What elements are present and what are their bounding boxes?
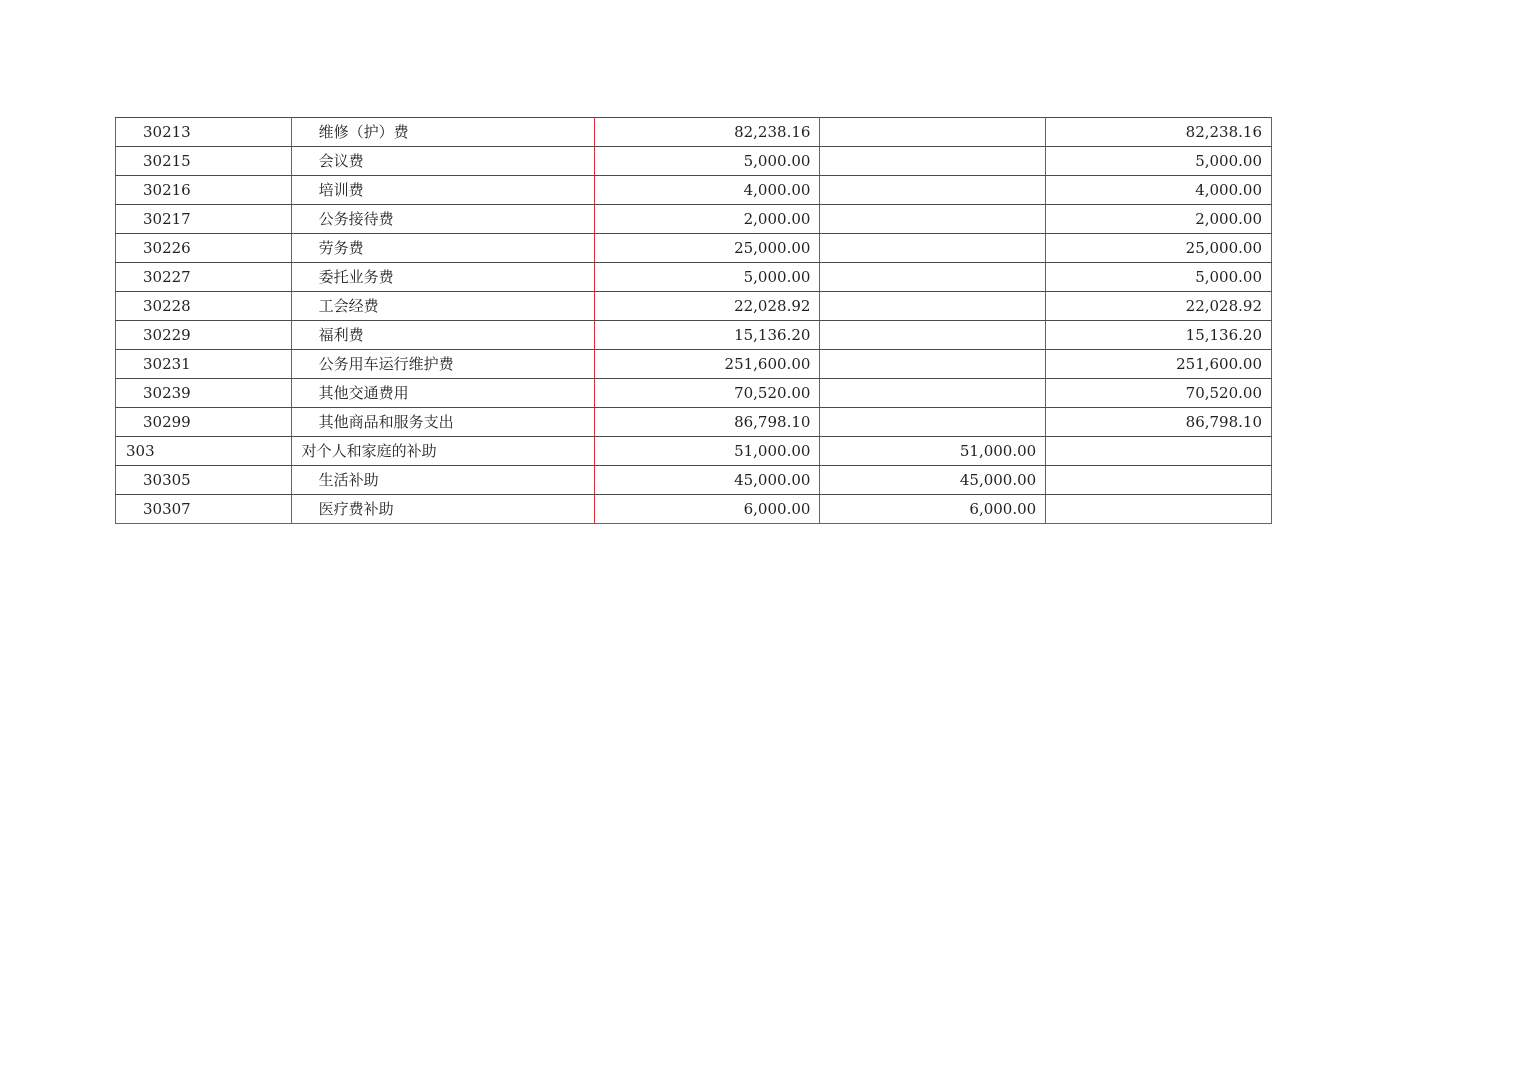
cell-name: 公务用车运行维护费: [291, 350, 594, 379]
cell-total: 82,238.16: [594, 118, 820, 147]
cell-basic: [820, 263, 1046, 292]
cell-name: 医疗费补助: [291, 495, 594, 524]
cell-basic: 51,000.00: [820, 437, 1046, 466]
cell-code: 30239: [116, 379, 292, 408]
cell-code: 30227: [116, 263, 292, 292]
cell-project: 70,520.00: [1046, 379, 1272, 408]
cell-total: 15,136.20: [594, 321, 820, 350]
table-row: [116, 118, 1272, 147]
cell-code: 30215: [116, 147, 292, 176]
cell-name: 培训费: [291, 176, 594, 205]
cell-project: 4,000.00: [1046, 176, 1272, 205]
cell-name: 生活补助: [291, 466, 594, 495]
cell-project: 5,000.00: [1046, 147, 1272, 176]
cell-code: 30213: [116, 118, 292, 147]
cell-code: 30299: [116, 408, 292, 437]
cell-basic: [820, 176, 1046, 205]
cell-code: 30307: [116, 495, 292, 524]
cell-total: 25,000.00: [594, 234, 820, 263]
table-row: [116, 437, 1272, 466]
cell-basic: [820, 408, 1046, 437]
cell-name: 公务接待费: [291, 205, 594, 234]
table-row: [116, 350, 1272, 379]
cell-basic: [820, 292, 1046, 321]
cell-basic: [820, 379, 1046, 408]
cell-name: 委托业务费: [291, 263, 594, 292]
cell-project: 251,600.00: [1046, 350, 1272, 379]
cell-total: 70,520.00: [594, 379, 820, 408]
budget-table: [115, 117, 1272, 524]
table-row: [116, 408, 1272, 437]
cell-total: 5,000.00: [594, 263, 820, 292]
table-row: [116, 147, 1272, 176]
cell-total: 4,000.00: [594, 176, 820, 205]
cell-total: 51,000.00: [594, 437, 820, 466]
table-row: [116, 263, 1272, 292]
cell-name: 福利费: [291, 321, 594, 350]
cell-basic: [820, 118, 1046, 147]
cell-basic: 6,000.00: [820, 495, 1046, 524]
cell-code: 30216: [116, 176, 292, 205]
cell-total: 251,600.00: [594, 350, 820, 379]
cell-basic: [820, 205, 1046, 234]
cell-basic: [820, 321, 1046, 350]
cell-code: 30217: [116, 205, 292, 234]
cell-name: 其他商品和服务支出: [291, 408, 594, 437]
table-row: [116, 205, 1272, 234]
cell-code: 30228: [116, 292, 292, 321]
cell-basic: [820, 350, 1046, 379]
cell-total: 22,028.92: [594, 292, 820, 321]
cell-name: 劳务费: [291, 234, 594, 263]
table-row: [116, 495, 1272, 524]
cell-code: 303: [116, 437, 292, 466]
table-row: [116, 234, 1272, 263]
cell-code: 30226: [116, 234, 292, 263]
cell-project: 25,000.00: [1046, 234, 1272, 263]
cell-project: 86,798.10: [1046, 408, 1272, 437]
cell-project: [1046, 437, 1272, 466]
cell-project: 2,000.00: [1046, 205, 1272, 234]
cell-name: 其他交通费用: [291, 379, 594, 408]
cell-name: 维修（护）费: [291, 118, 594, 147]
cell-project: [1046, 495, 1272, 524]
cell-project: 15,136.20: [1046, 321, 1272, 350]
cell-total: 86,798.10: [594, 408, 820, 437]
table-row: [116, 379, 1272, 408]
cell-total: 45,000.00: [594, 466, 820, 495]
cell-project: 22,028.92: [1046, 292, 1272, 321]
cell-total: 6,000.00: [594, 495, 820, 524]
cell-project: 5,000.00: [1046, 263, 1272, 292]
cell-code: 30229: [116, 321, 292, 350]
table-row: [116, 321, 1272, 350]
cell-project: [1046, 466, 1272, 495]
cell-name: 会议费: [291, 147, 594, 176]
cell-code: 30305: [116, 466, 292, 495]
cell-project: 82,238.16: [1046, 118, 1272, 147]
table-row: [116, 292, 1272, 321]
table-body: [116, 118, 1272, 524]
table-row: [116, 176, 1272, 205]
cell-basic: 45,000.00: [820, 466, 1046, 495]
cell-name: 工会经费: [291, 292, 594, 321]
cell-total: 2,000.00: [594, 205, 820, 234]
cell-basic: [820, 234, 1046, 263]
table-row: [116, 466, 1272, 495]
cell-name: 对个人和家庭的补助: [291, 437, 594, 466]
cell-basic: [820, 147, 1046, 176]
cell-total: 5,000.00: [594, 147, 820, 176]
cell-code: 30231: [116, 350, 292, 379]
